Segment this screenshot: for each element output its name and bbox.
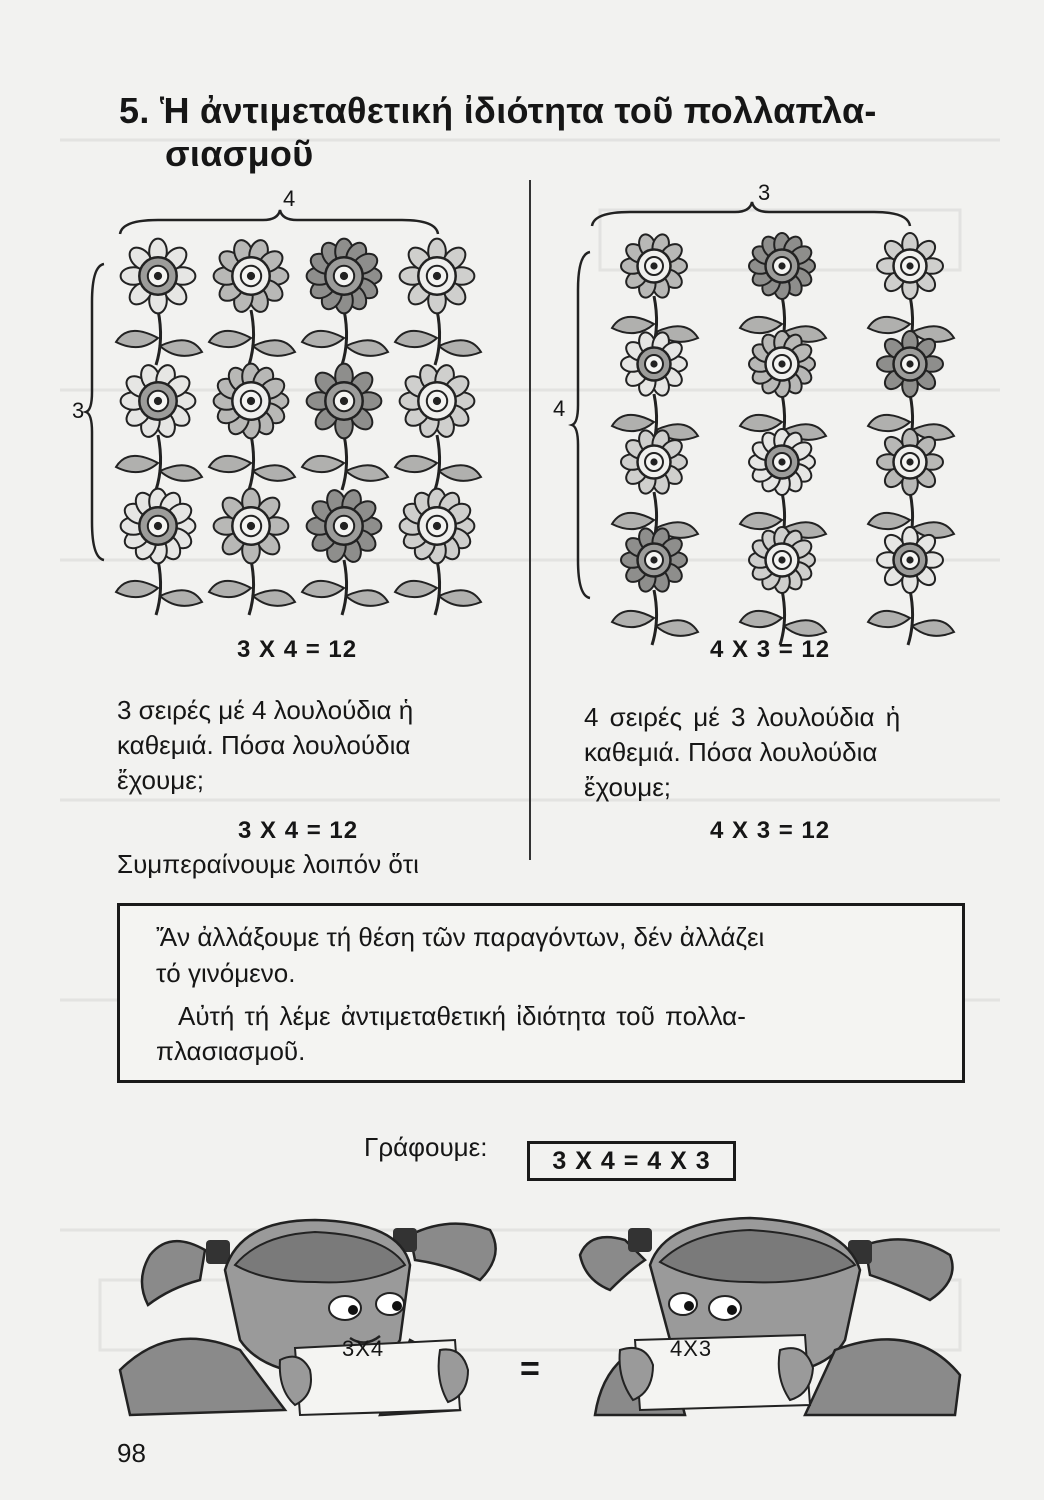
left-rows-label: 3 [72,398,85,423]
rule-line1: Ἄν ἀλλάξουμε τή θέση τῶν παραγόντων, δέν ἀλλάζει [156,922,765,952]
flower-icon [302,364,388,490]
left-text-line2: καθεμιά. Πόσα λουλούδια [117,730,411,760]
right-side-brace [570,250,592,600]
right-answer: 4 Χ 3 = 12 [710,817,831,844]
flower-icon [740,527,826,645]
right-rows-label: 4 [553,396,566,421]
right-text-line1: 4 σειρές μέ 3 λουλούδια ἡ [584,702,901,732]
conclusion-text: Συμπεραίνουμε λοιπόν ὅτι [117,849,419,879]
left-flower-grid [108,228,503,618]
formula-box [527,1141,736,1181]
left-equation: 3 Χ 4 = 12 [237,636,358,663]
formula-value: 3 Χ 4 = 4 Χ 3 [552,1146,711,1175]
section-title-line1: Ἡ ἀντιμεταθετική ἰδιότητα τοῦ πολλαπλα- [159,90,877,131]
girl-illustration-left [110,1210,510,1420]
flower-icon [612,330,698,449]
right-top-brace [590,200,912,228]
flower-icon [209,489,295,615]
flower-icon [302,239,388,365]
right-equation: 4 Χ 3 = 12 [710,636,831,663]
right-card-text: 4Χ3 [670,1336,713,1361]
section-title-line2: σιασμοῦ [165,133,314,174]
flower-icon [209,238,295,365]
formula-label: Γράφουμε: [364,1132,488,1162]
flower-icon [209,364,295,490]
flower-icon [116,363,202,490]
girl-illustration-right [565,1210,965,1420]
left-card-text: 3Χ4 [342,1336,385,1361]
left-text-line3: ἔχουμε; [117,765,205,795]
page-number: 98 [117,1438,146,1468]
rule-line4: πλασιασμοῦ. [156,1036,306,1066]
section-number: 5. [119,90,150,131]
illustration-equals: = [520,1350,540,1388]
flower-icon [116,239,202,365]
flower-icon [395,239,481,365]
left-text-line1: 3 σειρές μέ 4 λουλούδια ἡ [117,695,414,725]
flower-icon [302,488,388,615]
flower-icon [395,363,481,490]
flower-icon [612,428,698,547]
left-side-brace [84,262,106,562]
left-answer: 3 Χ 4 = 12 [238,817,359,844]
flower-icon [612,232,698,351]
rule-line2: τό γινόμενο. [156,958,296,988]
rule-line3: Αὐτή τή λέμε ἀντιμεταθετική ἰδιότητα τοῦ πολλα- [178,1001,746,1031]
flower-icon [868,527,954,645]
right-columns-label: 3 [758,180,771,205]
right-text-line3: ἔχουμε; [584,772,672,802]
right-flower-grid [594,228,984,628]
flower-icon [395,489,481,615]
section-title [119,90,877,132]
right-text-line2: καθεμιά. Πόσα λουλούδια [584,737,878,767]
rule-box [117,903,965,1083]
flower-icon [612,526,698,645]
flower-icon [116,489,202,615]
column-divider [529,180,531,860]
left-columns-label: 4 [283,186,296,211]
